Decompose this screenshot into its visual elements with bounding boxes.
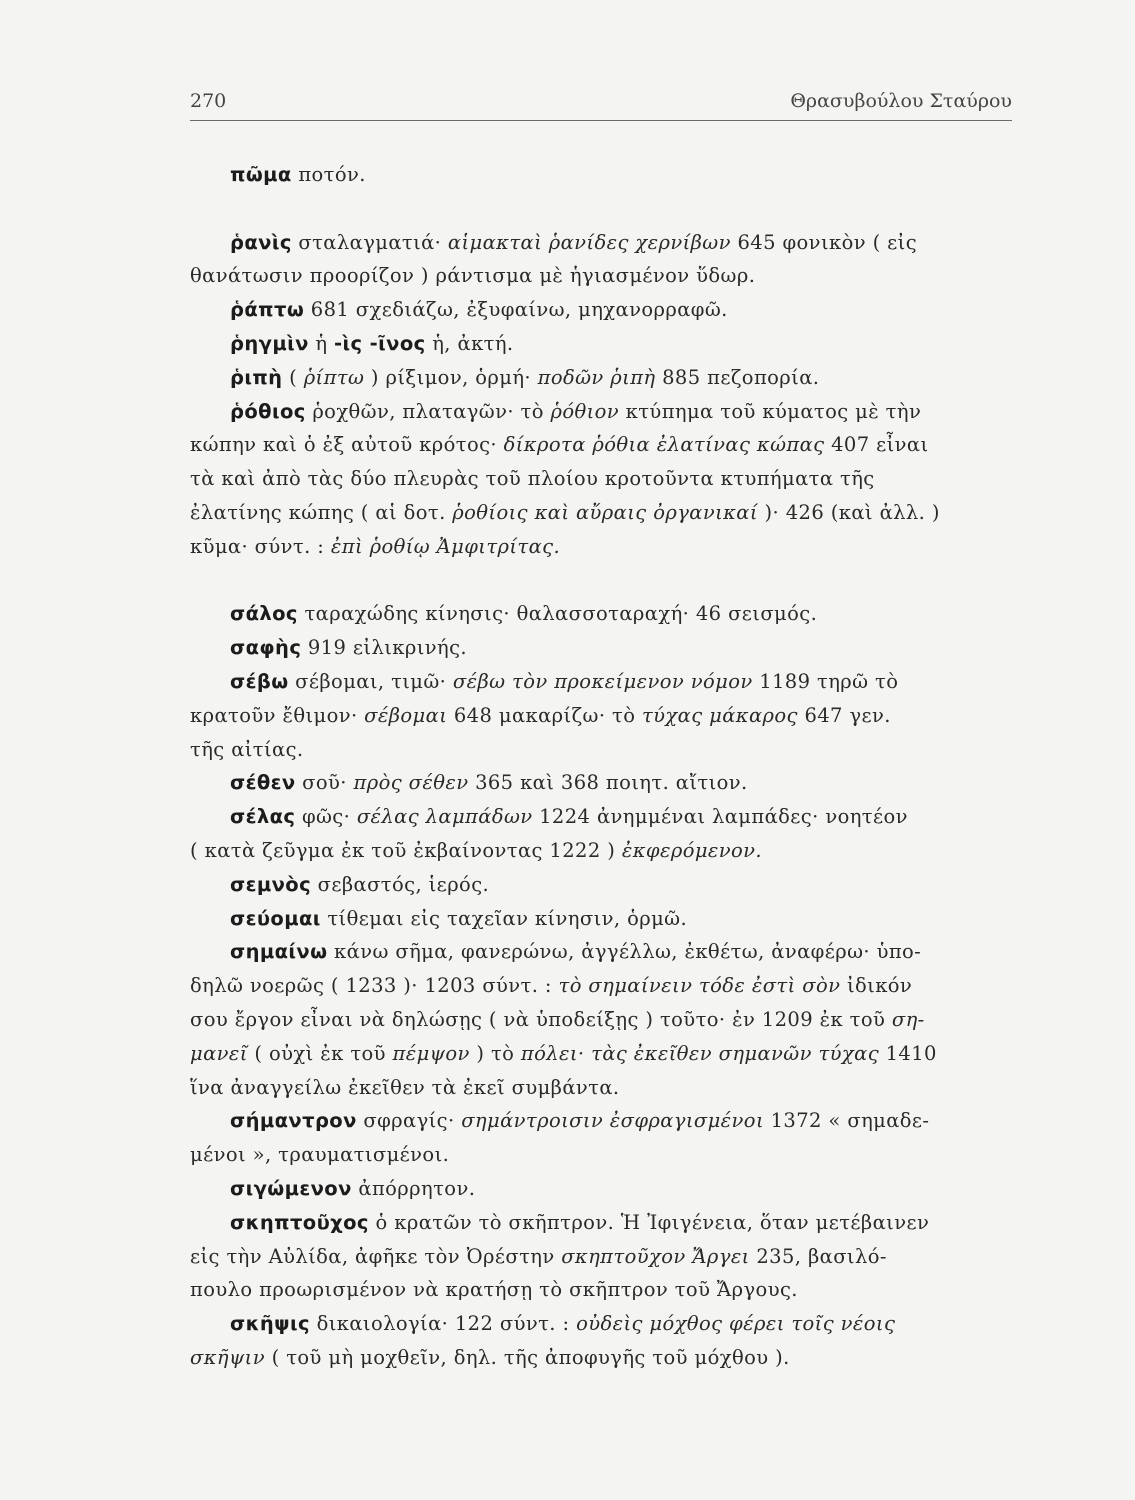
definition-text: μένοι », τραυματισμένοι. <box>190 1143 450 1167</box>
continuation-line <box>190 1240 1020 1274</box>
headword: ῥιπὴ <box>230 365 283 389</box>
page-header <box>190 90 1012 121</box>
definition-text: ἡ <box>308 331 335 355</box>
entry-line <box>190 631 1020 665</box>
definition-text: κτύπημα τοῦ κύματος μὲ τὴν <box>619 399 922 423</box>
definition-text: τίθεμαι εἰς ταχεῖαν κίνησιν, ὁρμῶ. <box>320 906 688 930</box>
headword: σαφὴς <box>230 636 302 660</box>
definition-text: 1224 ἀνημμέναι λαμπάδες· νοητέον <box>532 805 908 829</box>
entry-line <box>190 902 1020 936</box>
definition-text: 407 εἶναι <box>824 433 929 457</box>
entry-line <box>190 395 1020 429</box>
definition-text: σεβαστός, ἱερός. <box>311 872 490 896</box>
quotation-text: σέβομαι <box>364 703 448 727</box>
definition-text: δηλῶ νοερῶς ( 1233 )· 1203 σύντ. : <box>190 974 559 998</box>
entry-line <box>190 868 1020 902</box>
definition-text: τῆς αἰτίας. <box>190 737 304 761</box>
entry-line <box>190 1172 1020 1206</box>
entry-line <box>190 1307 1020 1341</box>
definition-text: σέβομαι, τιμῶ· <box>288 669 453 693</box>
definition-text: δικαιολογία· 122 σύντ. : <box>309 1312 577 1336</box>
entry-line <box>190 1104 1020 1138</box>
definition-text: ) ρίξιμον, ὁρμή· <box>364 365 538 389</box>
headword: σέβω <box>230 669 289 693</box>
entry-line <box>190 597 1020 631</box>
glossary-body <box>190 158 1020 1375</box>
headword: σέθεν <box>230 771 296 795</box>
definition-text: ῥοχθῶν, πλαταγῶν· τὸ <box>305 399 551 423</box>
definition-text: κῦμα· σύντ. : <box>190 534 331 558</box>
entry-line <box>190 766 1020 800</box>
quotation-text: σκηπτοῦχον Ἄργει <box>561 1244 750 1268</box>
quotation-text: σέλας λαμπάδων <box>356 805 533 829</box>
paragraph-gap <box>190 564 1020 598</box>
running-title: Θρασυβούλου Σταύρου <box>790 90 1012 112</box>
definition-text: ἰδικόν <box>840 974 913 998</box>
quotation-text: ῥόθιον <box>550 399 620 423</box>
definition-text: 365 καὶ 368 ποιητ. αἴτιον. <box>468 771 748 795</box>
quotation-text: ἐπὶ ῥοθίῳ Ἀμφιτρίτας. <box>330 534 561 558</box>
definition-text: 1372 « σημαδε- <box>764 1109 930 1133</box>
continuation-line <box>190 462 1020 496</box>
quotation-text: τὸ σημαίνειν τόδε ἐστὶ σὸν <box>558 974 841 998</box>
continuation-line <box>190 969 1020 1003</box>
definition-text: ταραχώδης κίνησις· θαλασσοταραχή· 46 σεισμός. <box>297 602 818 626</box>
definition-text: ( κατὰ ζεῦγμα ἐκ τοῦ ἐκβαίνοντας 1222 ) <box>190 838 622 862</box>
definition-text: πουλο προωρισμένον νὰ κρατήσῃ τὸ σκῆπτρον τοῦ Ἄργους. <box>190 1278 798 1302</box>
continuation-line <box>190 1037 1020 1071</box>
paragraph-gap <box>190 192 1020 226</box>
quotation-text: σκῆψιν <box>190 1345 265 1369</box>
quotation-text: πέμψον <box>392 1041 470 1065</box>
definition-text: φῶς· <box>295 805 357 829</box>
headword: σιγώμενον <box>230 1176 352 1200</box>
quotation-text: σημάντροισιν ἐσφραγισμένοι <box>461 1109 764 1133</box>
definition-text: τὰ καὶ ἀπὸ τὰς δύο πλευρὰς τοῦ πλοίου κροτοῦντα κτυπήματα τῆς <box>190 467 875 491</box>
headword: ῥόθιος <box>230 399 306 423</box>
headword: σάλος <box>230 602 298 626</box>
entry-line <box>190 158 1020 192</box>
entry-line <box>190 665 1020 699</box>
headword: σήμαντρον <box>230 1109 357 1133</box>
entry-line <box>190 361 1020 395</box>
quotation-text: ῥοθίοις καὶ αὔραις ὀργανικαί <box>452 500 758 524</box>
quotation-text: τύχας μάκαρος <box>641 703 798 727</box>
entry-line <box>190 935 1020 969</box>
definition-text: σοῦ· <box>295 771 354 795</box>
headword: σκῆψις <box>230 1312 310 1336</box>
quotation-text: ῥίπτω <box>303 365 365 389</box>
headword: ῥηγμὶν <box>230 331 309 355</box>
definition-text: σταλαγματιά· <box>291 230 448 254</box>
definition-text: σου ἔργον εἶναι νὰ δηλώσῃς ( νὰ ὑποδείξῃς ) τοῦτο· ἐν 1209 ἐκ τοῦ <box>190 1007 892 1031</box>
continuation-line <box>190 699 1020 733</box>
quotation-text: ποδῶν ῥιπὴ <box>537 365 656 389</box>
headword: ῥανὶς <box>230 230 292 254</box>
headword: σέλας <box>230 805 296 829</box>
definition-text: ὁ κρατῶν τὸ σκῆπτρον. Ἡ Ἰφιγένεια, ὅταν μετέβαινεν <box>368 1210 930 1234</box>
continuation-line <box>190 733 1020 767</box>
continuation-line <box>190 428 1020 462</box>
definition-text: 647 γεν. <box>797 703 891 727</box>
quotation-text: ση- <box>891 1007 925 1031</box>
continuation-line <box>190 1138 1020 1172</box>
entry-line <box>190 1206 1020 1240</box>
continuation-line <box>190 259 1020 293</box>
continuation-line <box>190 1273 1020 1307</box>
entry-line <box>190 293 1020 327</box>
headword: πῶμα <box>230 163 292 186</box>
continuation-line <box>190 1071 1020 1105</box>
headword: σεύομαι <box>230 906 321 930</box>
definition-text: σφραγίς· <box>356 1109 462 1133</box>
definition-text: ) τὸ <box>469 1041 521 1065</box>
continuation-line <box>190 1341 1020 1375</box>
continuation-line <box>190 496 1020 530</box>
definition-text: 919 εἰλικρινής. <box>301 636 468 660</box>
definition-text: κώπην καὶ ὁ ἐξ αὐτοῦ κρότος· <box>190 433 504 457</box>
definition-text: εἰς τὴν Αὐλίδα, ἀφῆκε τὸν Ὀρέστην <box>190 1244 562 1268</box>
headword: ῥάπτω <box>230 298 305 322</box>
quotation-text: δίκροτα ῥόθια ἐλατίνας κώπας <box>503 433 825 457</box>
definition-text: ἡ, ἀκτή. <box>425 331 514 355</box>
quotation-text: ἐκφερόμενον. <box>621 838 763 862</box>
headword: σκηπτοῦχος <box>230 1210 369 1234</box>
definition-text: ( <box>282 365 304 389</box>
entry-line <box>190 800 1020 834</box>
page-number: 270 <box>190 90 227 112</box>
definition-text: 681 σχεδιάζω, ἐξυφαίνω, μηχανορραφῶ. <box>304 298 728 322</box>
definition-text: κάνω σῆμα, φανερώνω, ἀγγέλλω, ἐκθέτω, ἀναφέρω· ὑπο- <box>327 940 922 964</box>
definition-text: 648 μακαρίζω· τὸ <box>447 703 642 727</box>
continuation-line <box>190 1003 1020 1037</box>
quotation-text: οὐδεὶς μόχθος φέρει τοῖς νέοις <box>576 1312 896 1336</box>
definition-text: 235, βασιλό- <box>749 1244 887 1268</box>
continuation-line <box>190 834 1020 868</box>
continuation-line <box>190 530 1020 564</box>
definition-text: 1189 τηρῶ τὸ <box>752 669 899 693</box>
definition-text: θανάτωσιν προορίζον ) ράντισμα μὲ ἡγιασμένον ὕδωρ. <box>190 264 756 288</box>
definition-text: κρατοῦν ἔθιμον· <box>190 703 365 727</box>
headword: σεμνὸς <box>230 872 312 896</box>
quotation-text: μανεῖ <box>190 1041 248 1065</box>
headword: -ὶς -ῖνος <box>334 331 426 355</box>
definition-text: ( οὐχὶ ἐκ τοῦ <box>247 1041 393 1065</box>
definition-text: ἐλατίνης κώπης ( αἱ δοτ. <box>190 500 453 524</box>
quotation-text: αἱμακταὶ ῥανίδες χερνίβων <box>447 230 731 254</box>
quotation-text: σέβω τὸν προκείμενον νόμον <box>452 669 753 693</box>
headword: σημαίνω <box>230 940 328 964</box>
quotation-text: πρὸς σέθεν <box>353 771 469 795</box>
definition-text: 885 πεζοπορία. <box>655 365 820 389</box>
definition-text: ἵνα ἀναγγείλω ἐκεῖθεν τὰ ἐκεῖ συμβάντα. <box>190 1075 620 1099</box>
quotation-text: πόλει· τὰς ἐκεῖθεν σημανῶν τύχας <box>520 1041 880 1065</box>
definition-text: ποτόν. <box>291 163 366 186</box>
entry-line <box>190 226 1020 260</box>
definition-text: ( τοῦ μὴ μοχθεῖν, δηλ. τῆς ἀποφυγῆς τοῦ μόχθου ). <box>264 1345 790 1369</box>
definition-text: ἀπόρρητον. <box>351 1176 476 1200</box>
definition-text: 645 φονικὸν ( εἰς <box>730 230 918 254</box>
definition-text: )· 426 (καὶ ἀλλ. ) <box>757 500 940 524</box>
entry-line <box>190 327 1020 361</box>
definition-text: 1410 <box>879 1041 937 1065</box>
